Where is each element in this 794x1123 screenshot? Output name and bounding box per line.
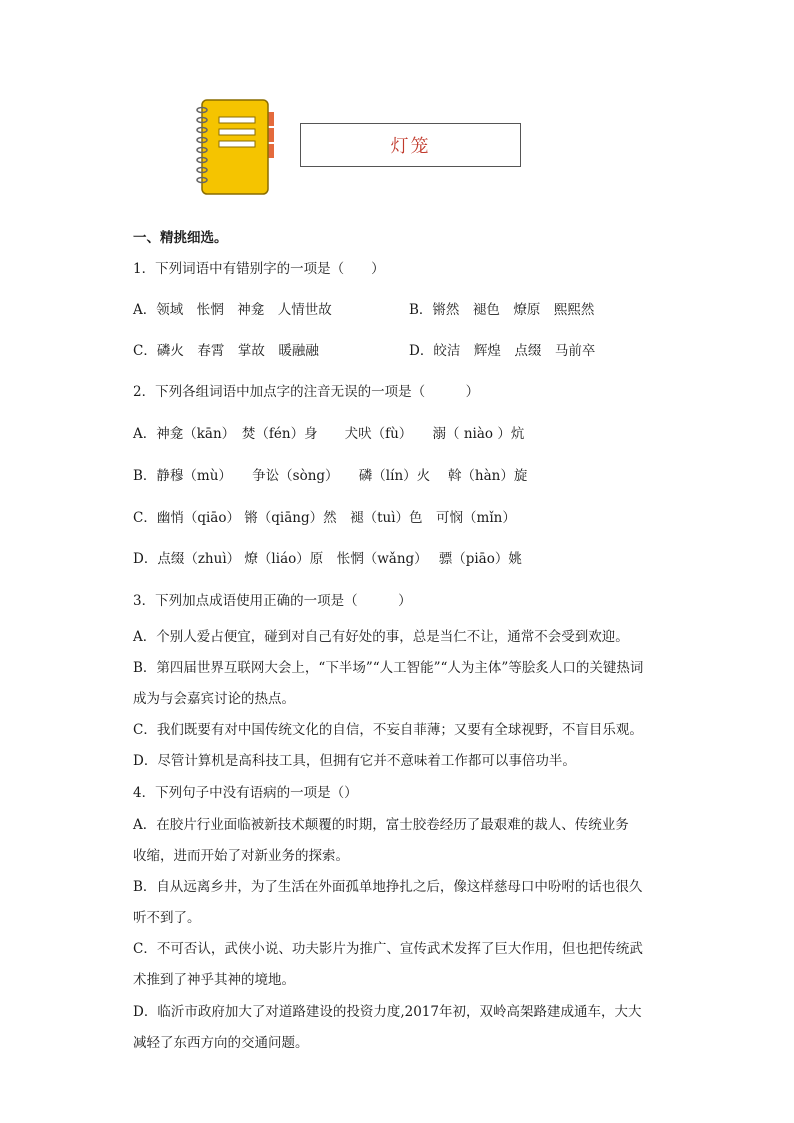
q4-option-d-line1: D．临沂市政府加大了对道路建设的投资力度,2017年初，双岭高架路建成通车，大大 bbox=[133, 1004, 642, 1020]
q2-option-d: D．点缀（zhuì） 燎（liáo）原 怅惘（wǎng） 骠（piāo）姚 bbox=[133, 551, 522, 567]
q1-option-b: B．锵然 褪色 燎原 熙熙然 bbox=[409, 302, 595, 318]
q1-option-a: A．领域 怅惘 神龛 人情世故 bbox=[133, 302, 332, 318]
q1-option-d: D．皎洁 辉煌 点缀 马前卒 bbox=[409, 343, 596, 359]
q4-stem: 4．下列句子中没有语病的一项是（） bbox=[133, 785, 358, 801]
page-title: 灯笼 bbox=[390, 136, 431, 157]
q2-option-b: B．静穆（mù） 争讼（sòng） 磷（lín）火 斡（hàn）旋 bbox=[133, 468, 528, 484]
q3-option-c: C．我们既要有对中国传统文化的自信，不妄自菲薄；又要有全球视野，不盲目乐观。 bbox=[133, 722, 643, 738]
q3-option-b-line1: B．第四届世界互联网大会上，“下半场”“人工智能”“人为主体”等脍炙人口的关键热词 bbox=[133, 660, 644, 676]
q3-stem: 3．下列加点成语使用正确的一项是（ ） bbox=[133, 593, 412, 609]
q4-option-b-line1: B．自从远离乡井，为了生活在外面孤单地挣扎之后，像这样慈母口中吩咐的话也很久 bbox=[133, 879, 643, 895]
q4-option-a-line1: A．在胶片行业面临被新技术颠覆的时期，富士胶卷经历了最艰难的裁人、传统业务 bbox=[133, 817, 629, 833]
section-heading: 一、精挑细选。 bbox=[133, 230, 228, 246]
q1-stem: 1．下列词语中有错别字的一项是（ ） bbox=[133, 261, 385, 277]
q1-option-c: C．磷火 春霄 掌故 暖融融 bbox=[133, 343, 319, 359]
q2-option-a: A．神龛（kān） 焚（fén）身 犬吠（fù） 溺（ niào ）炕 bbox=[133, 426, 525, 442]
q2-stem: 2．下列各组词语中加点字的注音无误的一项是（ ） bbox=[133, 384, 480, 400]
q3-option-a: A．个别人爱占便宜，碰到对自己有好处的事，总是当仁不让，通常不会受到欢迎。 bbox=[133, 629, 629, 645]
q4-option-b-line2: 听不到了。 bbox=[133, 910, 201, 926]
q4-option-c-line1: C．不可否认，武侠小说、功夫影片为推广、宣传武术发挥了巨大作用，但也把传统武 bbox=[133, 941, 643, 957]
q4-option-c-line2: 术推到了神乎其神的境地。 bbox=[133, 972, 295, 988]
q2-option-c: C．幽悄（qiāo） 锵（qiāng）然 褪（tuì）色 可悯（mǐn） bbox=[133, 510, 516, 526]
q4-option-a-line2: 收缩，进而开始了对新业务的探索。 bbox=[133, 848, 349, 864]
q4-option-d-line2: 减轻了东西方向的交通问题。 bbox=[133, 1035, 309, 1051]
q3-option-d: D．尽管计算机是高科技工具，但拥有它并不意味着工作都可以事倍功半。 bbox=[133, 753, 576, 769]
notebook-icon bbox=[194, 98, 278, 196]
q3-option-b-line2: 成为与会嘉宾讨论的热点。 bbox=[133, 691, 295, 707]
title-box bbox=[300, 123, 521, 167]
